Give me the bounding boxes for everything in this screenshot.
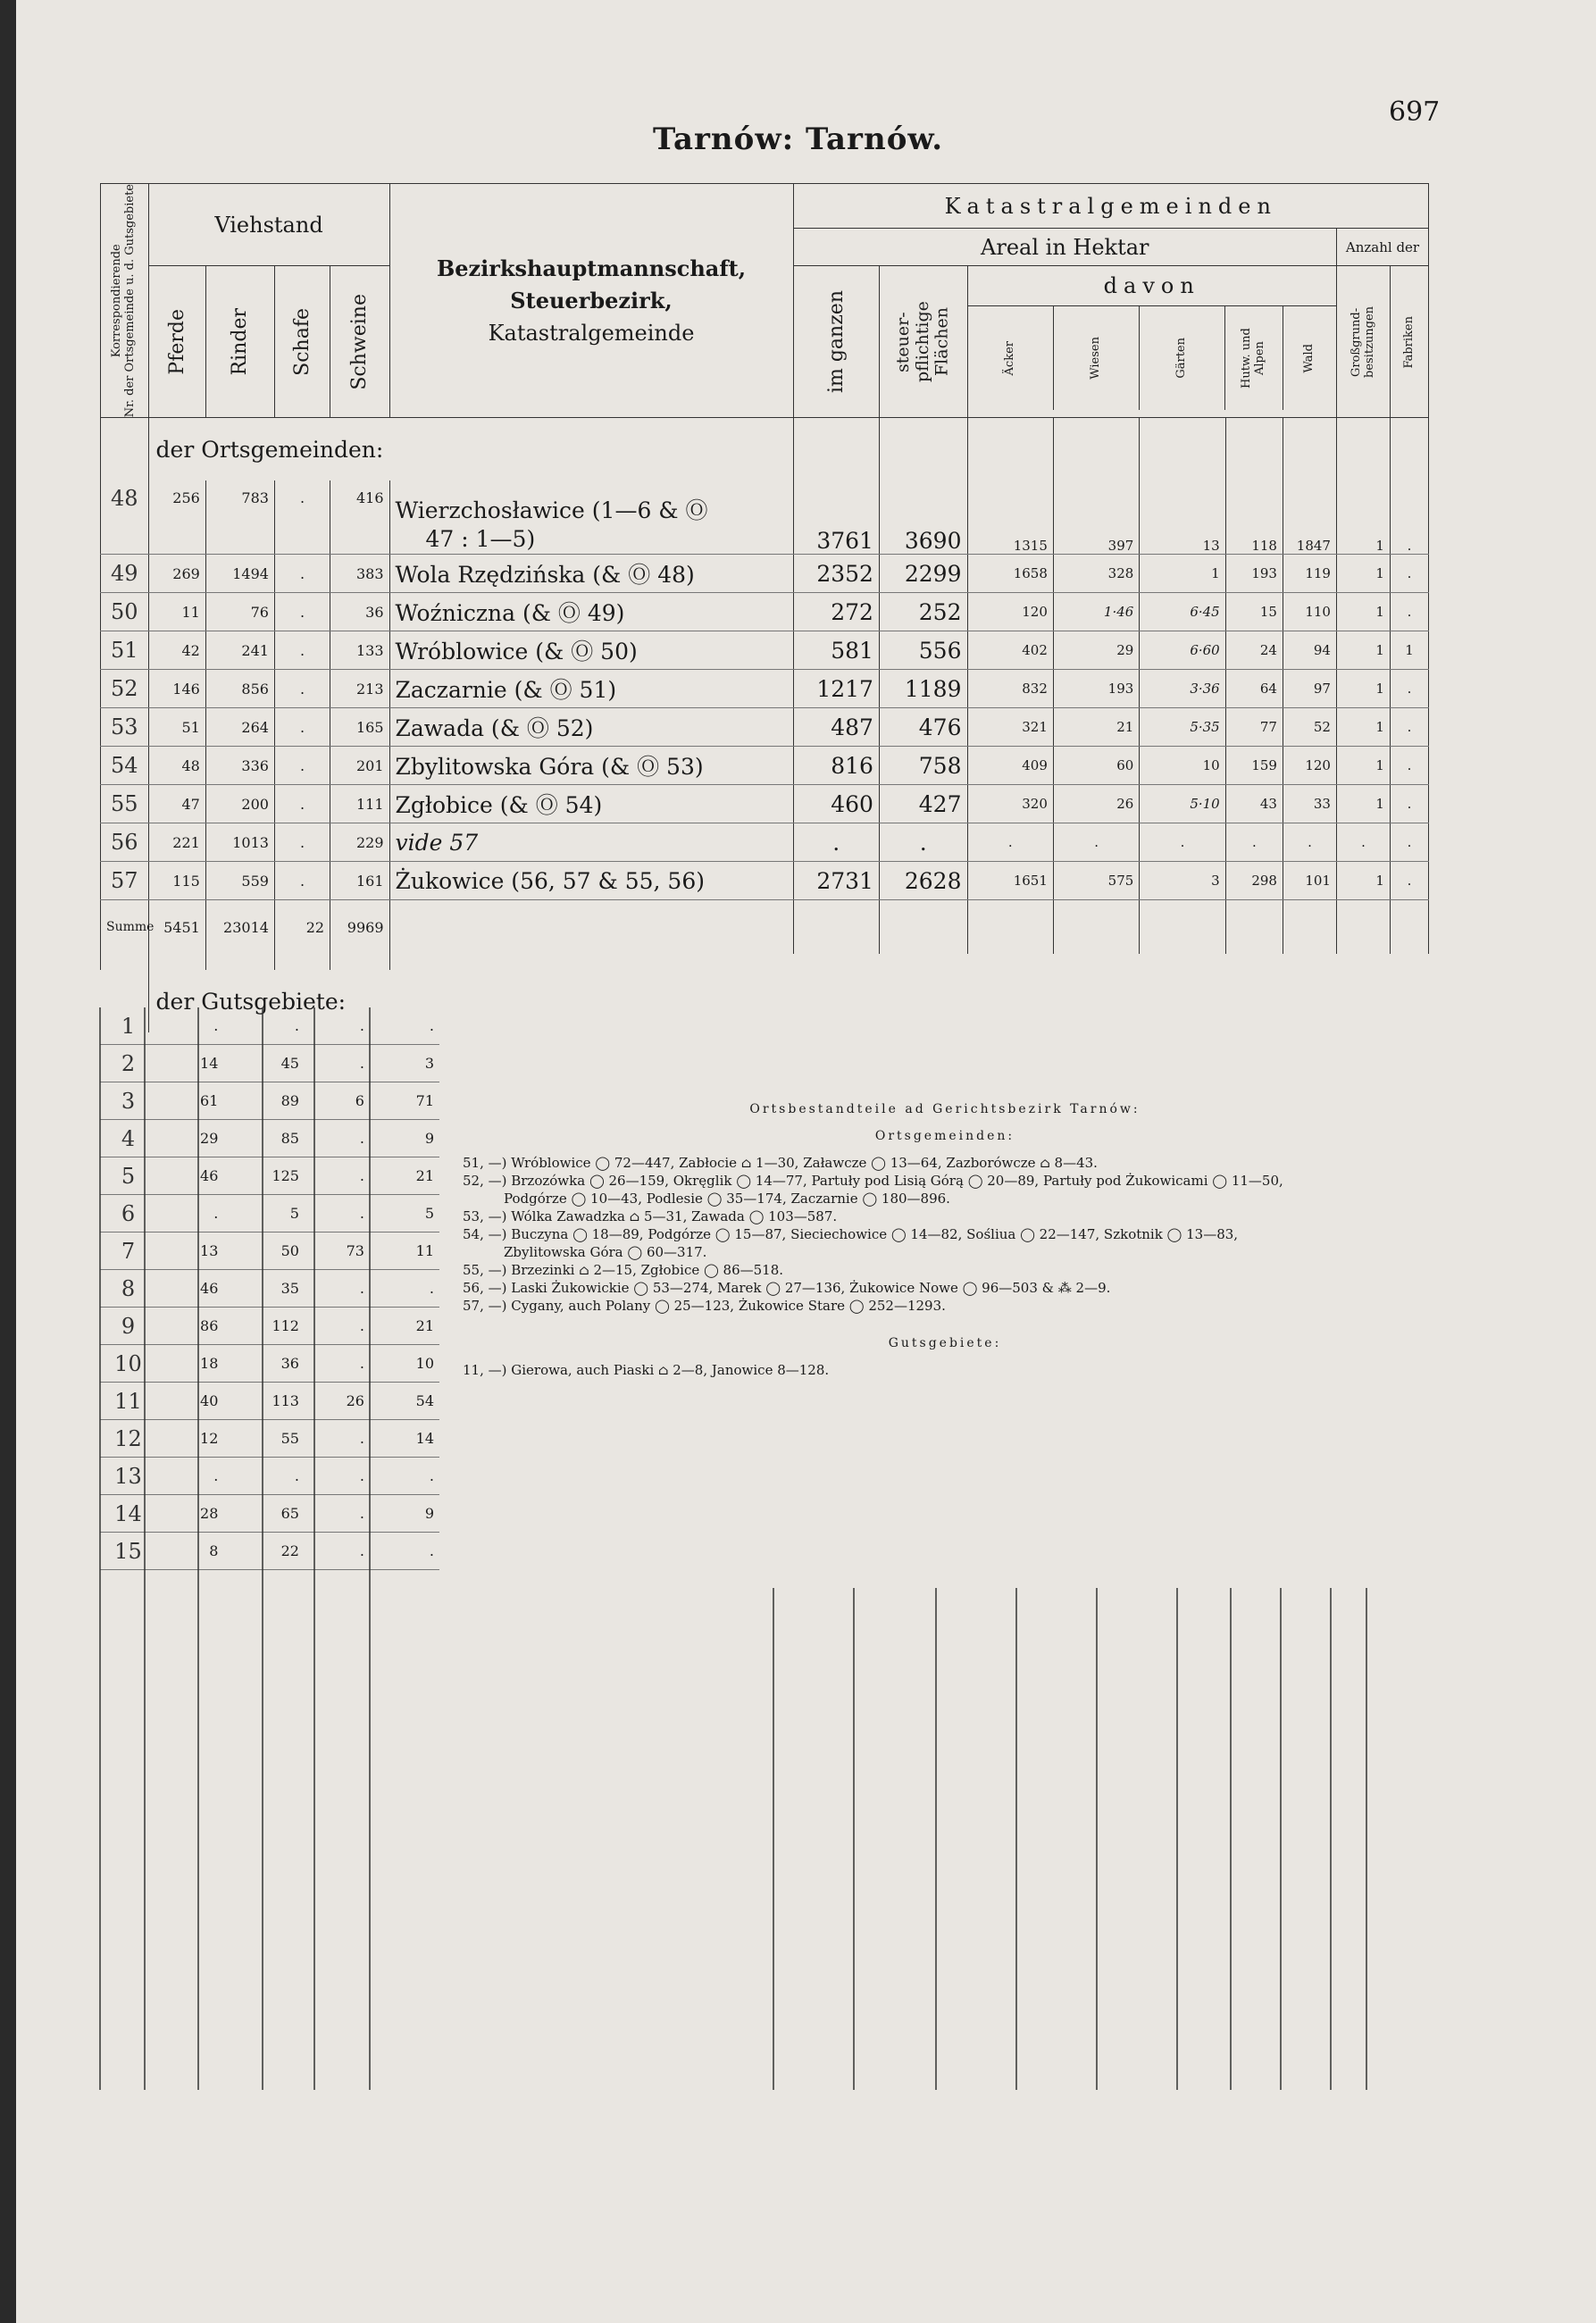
aecker-cell: 320 [967,785,1053,823]
gaerten-header: Gärten [1174,338,1189,380]
steuer-cell: 476 [879,708,967,747]
schweine-cell: 111 [330,785,389,823]
wiesen-cell: 21 [1053,708,1139,747]
schweine-cell: . [370,1533,439,1570]
rinder-cell: 36 [223,1345,305,1383]
gut-table-row [100,1345,439,1383]
pferde-cell: 28 [156,1495,223,1533]
name-cell: Wróblowice (& Ⓞ 50) [389,631,793,670]
aecker-header: Äcker [1002,341,1016,376]
aecker-cell: 1315 [967,480,1053,555]
schweine-cell: . [370,1270,439,1308]
schweine-cell: . [370,1458,439,1495]
schafe-cell: . [274,670,330,708]
note-line: 56, —) Laski Żukowickie ◯ 53—274, Marek ◯ 27—136, Żukowice Nowe ◯ 96—503 & ⁂ 2—9. [463,1280,1111,1296]
schweine-cell: 416 [330,480,389,555]
hutw-cell: . [1225,823,1283,862]
gross-cell: 1 [1336,631,1390,670]
fabr-cell: . [1390,480,1428,555]
schafe-cell: . [305,1533,370,1570]
wiesen-cell: . [1053,823,1139,862]
steuer-cell: . [879,823,967,862]
wald-cell: 52 [1283,708,1336,747]
row-nr: 8 [100,1270,156,1308]
row-nr: 3 [100,1082,156,1120]
fabr-cell: . [1390,670,1428,708]
gross-cell: 1 [1336,785,1390,823]
nr-header: Korrespondierende Nr. der Ortsgemeinde u. d. Gutsgebiete [101,184,149,418]
note-line: 57, —) Cygany, auch Polany ◯ 25—123, Żukowice Stare ◯ 252—1293. [463,1298,946,1314]
rinder-cell: 45 [223,1045,305,1082]
rinder-cell: 35 [223,1270,305,1308]
note-line: 53, —) Wólka Zawadzka ⌂ 5—31, Zawada ◯ 103—587. [463,1208,838,1224]
section-ortsgemeinden: der Ortsgemeinden: [148,418,793,481]
schweine-cell: 201 [330,747,389,785]
wiesen-cell: 29 [1053,631,1139,670]
hutw-cell: 159 [1225,747,1283,785]
aecker-cell: 409 [967,747,1053,785]
summe-pferde: 5451 [148,900,205,955]
steuer-header: steuer-pflichtige Flächen [879,266,967,418]
rinder-cell: 65 [223,1495,305,1533]
hutw-cell: 298 [1225,862,1283,900]
rinder-cell: 1494 [205,555,274,593]
ganz-cell: 487 [793,708,879,747]
aecker-cell: 1658 [967,555,1053,593]
row-nr: 9 [100,1308,156,1345]
gut-table-row [100,1082,439,1120]
pferde-cell: 47 [148,785,205,823]
pferde-cell: 269 [148,555,205,593]
row-nr: 14 [100,1495,156,1533]
row-nr: 12 [100,1420,156,1458]
pferde-cell: 256 [148,480,205,555]
gross-cell: 1 [1336,862,1390,900]
summe-schafe: 22 [274,900,330,955]
gut-table-row [100,1233,439,1270]
rinder-cell: 22 [223,1533,305,1570]
rinder-cell: . [223,1458,305,1495]
wald-cell: 101 [1283,862,1336,900]
row-nr: 1 [100,1007,156,1045]
wiesen-cell: 397 [1053,480,1139,555]
schafe-cell: . [305,1495,370,1533]
rinder-cell: 1013 [205,823,274,862]
davon-header: davon [968,266,1336,306]
rinder-cell: 264 [205,708,274,747]
gutsgebiete-table [100,1007,439,1570]
row-nr: 50 [101,593,149,631]
gaerten-cell: 5·10 [1140,785,1225,823]
wald-cell: 1847 [1283,480,1336,555]
gross-cell: 1 [1336,555,1390,593]
steuer-cell: 3690 [879,480,967,555]
row-nr: 15 [100,1533,156,1570]
aecker-cell: 402 [967,631,1053,670]
name-cell: Woźniczna (& Ⓞ 49) [389,593,793,631]
row-nr: 52 [101,670,149,708]
pferde-cell: 115 [148,862,205,900]
wald-cell: 120 [1283,747,1336,785]
rinder-cell: 200 [205,785,274,823]
note-line: 51, —) Wróblowice ◯ 72—447, Zabłocie ⌂ 1—30, Załawcze ◯ 13—64, Zazborówcze ⌂ 8—43. [463,1155,1098,1171]
row-nr: 54 [101,747,149,785]
schafe-cell: . [274,631,330,670]
rinder-cell: 336 [205,747,274,785]
schweine-cell: 9 [370,1120,439,1157]
pferde-cell: 48 [148,747,205,785]
gut-table-row [100,1420,439,1458]
steuer-cell: 2299 [879,555,967,593]
gut-table-row [100,1157,439,1195]
fabr-cell: 1 [1390,631,1428,670]
hutw-header: Hutw. und Alpen [1240,328,1266,389]
schafe-cell: 6 [305,1082,370,1120]
schweine-cell: 3 [370,1045,439,1082]
schweine-cell: 133 [330,631,389,670]
aecker-cell: 321 [967,708,1053,747]
note-line: 54, —) Buczyna ◯ 18—89, Podgórze ◯ 15—87, Sieciechowice ◯ 14—82, Sośliua ◯ 22—147, Szkotnik ◯ 13—83, [463,1226,1239,1242]
viehstand-header: Viehstand [148,184,389,266]
schafe-cell: . [274,593,330,631]
steuer-cell: 758 [879,747,967,785]
note-line: 55, —) Brzezinki ⌂ 2—15, Zgłobice ◯ 86—518. [463,1262,784,1278]
notes-subtitle-gutsgebiete: Gutsgebiete: [888,1336,1002,1350]
rinder-cell: 5 [223,1195,305,1233]
summe-label: Summe [101,900,149,955]
table-row [101,862,1429,900]
rinder-cell: . [223,1007,305,1045]
pferde-cell: 29 [156,1120,223,1157]
gaerten-cell: 3·36 [1140,670,1225,708]
schafe-cell: . [274,785,330,823]
rinder-cell: 559 [205,862,274,900]
hutw-cell: 77 [1225,708,1283,747]
row-nr: 6 [100,1195,156,1233]
hutw-cell: 118 [1225,480,1283,555]
note-line: Zbylitowska Góra ◯ 60—317. [504,1244,707,1260]
schafe-cell: . [274,480,330,555]
rinder-cell: 241 [205,631,274,670]
gross-cell: 1 [1336,480,1390,555]
name-cell: Wola Rzędzińska (& Ⓞ 48) [389,555,793,593]
section-gutsgebiete: der Gutsgebiete: [155,988,347,1015]
notes-subtitle-ortsgemeinden: Ortsgemeinden: [874,1129,1015,1143]
table-row [101,785,1429,823]
gut-table-row [100,1270,439,1308]
fabr-cell: . [1390,593,1428,631]
schafe-cell: 73 [305,1233,370,1270]
table-row [101,670,1429,708]
schafe-cell: . [305,1157,370,1195]
notes-title: Ortsbestandteile ad Gerichtsbezirk Tarnów: [749,1102,1141,1116]
schafe-cell: . [305,1420,370,1458]
schafe-cell: . [274,862,330,900]
davon-group [967,266,1336,418]
schweine-cell: . [370,1007,439,1045]
fabr-cell: . [1390,862,1428,900]
gut-table-row [100,1007,439,1045]
wiesen-cell: 575 [1053,862,1139,900]
notes [463,1097,1427,1379]
name-header: Bezirkshauptmannschaft, Steuerbezirk, Katastralgemeinde [389,184,793,418]
rinder-cell: 125 [223,1157,305,1195]
name-cell: Zbylitowska Góra (& Ⓞ 53) [389,747,793,785]
pferde-cell: . [156,1195,223,1233]
row-nr: 53 [101,708,149,747]
row-nr: 2 [100,1045,156,1082]
schweine-cell: 21 [370,1157,439,1195]
schweine-cell: 383 [330,555,389,593]
table-row [101,747,1429,785]
schweine-cell: 5 [370,1195,439,1233]
page-title: Tarnów: Tarnów. [652,121,944,157]
steuer-cell: 556 [879,631,967,670]
anzahl-header: Anzahl der [1336,229,1428,266]
schafe-cell: . [305,1458,370,1495]
schafe-cell: . [305,1308,370,1345]
hutw-cell: 15 [1225,593,1283,631]
hutw-cell: 43 [1225,785,1283,823]
ganz-cell: 1217 [793,670,879,708]
schafe-cell: . [305,1345,370,1383]
rinder-cell: 113 [223,1383,305,1420]
table-row [101,823,1429,862]
rinder-header: Rinder [205,266,274,418]
pferde-cell: 146 [148,670,205,708]
gut-table-row [100,1533,439,1570]
gaerten-cell: 6·45 [1140,593,1225,631]
aecker-cell: 120 [967,593,1053,631]
pferde-cell: 61 [156,1082,223,1120]
steuer-cell: 1189 [879,670,967,708]
pferde-cell: 42 [148,631,205,670]
table-row [101,480,1429,555]
row-nr: 51 [101,631,149,670]
fabr-cell: . [1390,823,1428,862]
row-nr: 56 [101,823,149,862]
im-ganzen-header: im ganzen [793,266,879,418]
row-nr: 10 [100,1345,156,1383]
row-nr: 4 [100,1120,156,1157]
row-nr: 7 [100,1233,156,1270]
ganz-cell: 2731 [793,862,879,900]
gaerten-cell: 10 [1140,747,1225,785]
wald-cell: 119 [1283,555,1336,593]
schweine-cell: 11 [370,1233,439,1270]
gaerten-cell: 3 [1140,862,1225,900]
wiesen-cell: 328 [1053,555,1139,593]
name-cell: vide 57 [389,823,793,862]
schafe-cell: . [274,747,330,785]
schweine-cell: 161 [330,862,389,900]
aecker-cell: 1651 [967,862,1053,900]
schweine-cell: 36 [330,593,389,631]
steuer-cell: 252 [879,593,967,631]
rinder-cell: 85 [223,1120,305,1157]
wald-header: Wald [1301,344,1316,373]
name-cell: Żukowice (56, 57 & 55, 56) [389,862,793,900]
schweine-cell: 229 [330,823,389,862]
fabriken-header: Fabriken [1390,266,1428,418]
steuer-cell: 427 [879,785,967,823]
pferde-cell: . [156,1458,223,1495]
schweine-header: Schweine [330,266,389,418]
gaerten-cell: 5·35 [1140,708,1225,747]
row-nr: 55 [101,785,149,823]
wald-cell: 94 [1283,631,1336,670]
rinder-cell: 856 [205,670,274,708]
note-line: 11, —) Gierowa, auch Piaski ⌂ 2—8, Janowice 8—128. [463,1362,830,1378]
aecker-cell: 832 [967,670,1053,708]
areal-header: Areal in Hektar [793,229,1336,266]
page-number: 697 [1389,96,1441,128]
wiesen-cell: 26 [1053,785,1139,823]
pferde-cell: 40 [156,1383,223,1420]
schafe-cell: . [274,555,330,593]
fabr-cell: . [1390,555,1428,593]
gut-table-row [100,1195,439,1233]
table-row [101,708,1429,747]
schafe-cell: . [274,823,330,862]
aecker-cell: . [967,823,1053,862]
name-cell: Zgłobice (& Ⓞ 54) [389,785,793,823]
pferde-cell: 13 [156,1233,223,1270]
note-line: Podgórze ◯ 10—43, Podlesie ◯ 35—174, Zaczarnie ◯ 180—896. [504,1191,950,1207]
schweine-cell: 10 [370,1345,439,1383]
rinder-cell: 89 [223,1082,305,1120]
steuer-cell: 2628 [879,862,967,900]
schweine-cell: 9 [370,1495,439,1533]
ganz-cell: . [793,823,879,862]
gaerten-cell: 1 [1140,555,1225,593]
wiesen-header: Wiesen [1088,337,1102,380]
pferde-cell: 51 [148,708,205,747]
schafe-header: Schafe [274,266,330,418]
row-nr: 48 [101,480,149,555]
rinder-cell: 783 [205,480,274,555]
rinder-cell: 112 [223,1308,305,1345]
gut-table-row [100,1045,439,1082]
wald-cell: 97 [1283,670,1336,708]
table-row [101,593,1429,631]
wald-cell: . [1283,823,1336,862]
row-nr: 5 [100,1157,156,1195]
fabr-cell: . [1390,708,1428,747]
pferde-cell: 221 [148,823,205,862]
hutw-cell: 24 [1225,631,1283,670]
schafe-cell: . [305,1045,370,1082]
name-cell: Zawada (& Ⓞ 52) [389,708,793,747]
wiesen-cell: 60 [1053,747,1139,785]
wiesen-cell: 1·46 [1053,593,1139,631]
pferde-cell: 8 [156,1533,223,1570]
schweine-cell: 14 [370,1420,439,1458]
gross-cell: . [1336,823,1390,862]
schafe-cell: . [305,1270,370,1308]
schafe-cell: . [305,1007,370,1045]
pferde-cell: 46 [156,1157,223,1195]
pferde-cell: 12 [156,1420,223,1458]
hutw-cell: 64 [1225,670,1283,708]
fabr-cell: . [1390,747,1428,785]
pferde-cell: . [156,1007,223,1045]
hutw-cell: 193 [1225,555,1283,593]
gut-table-row [100,1383,439,1420]
pferde-cell: 46 [156,1270,223,1308]
schweine-cell: 71 [370,1082,439,1120]
scan-edge [0,0,16,2323]
name-cell: Wierzchosławice (1—6 & Ⓞ 47 : 1—5) [389,480,793,555]
name-cell: Zaczarnie (& Ⓞ 51) [389,670,793,708]
ganz-cell: 2352 [793,555,879,593]
gut-table-row [100,1308,439,1345]
schafe-cell: . [305,1195,370,1233]
table-row [101,631,1429,670]
ganz-cell: 460 [793,785,879,823]
statistics-table [100,183,1429,1032]
row-nr: 57 [101,862,149,900]
gaerten-cell: 13 [1140,480,1225,555]
katastral-header: Katastralgemeinden [793,184,1428,229]
gut-table-row [100,1495,439,1533]
gross-cell: 1 [1336,747,1390,785]
pferde-cell: 11 [148,593,205,631]
summe-schweine: 9969 [330,900,389,955]
schafe-cell: . [305,1120,370,1157]
row-nr: 13 [100,1458,156,1495]
gross-cell: 1 [1336,593,1390,631]
schweine-cell: 54 [370,1383,439,1420]
ganz-cell: 3761 [793,480,879,555]
row-nr: 49 [101,555,149,593]
pferde-cell: 18 [156,1345,223,1383]
note-line: 52, —) Brzozówka ◯ 26—159, Okręglik ◯ 14—77, Partuły pod Lisią Górą ◯ 20—89, Partuły pod Żukowicami ◯ 11—50, [463,1173,1283,1189]
gross-cell: 1 [1336,670,1390,708]
ganz-cell: 816 [793,747,879,785]
schafe-cell: 26 [305,1383,370,1420]
schweine-cell: 21 [370,1308,439,1345]
schweine-cell: 213 [330,670,389,708]
schweine-cell: 165 [330,708,389,747]
pferde-cell: 14 [156,1045,223,1082]
ganz-cell: 272 [793,593,879,631]
ganz-cell: 581 [793,631,879,670]
gaerten-cell: . [1140,823,1225,862]
gaerten-cell: 6·60 [1140,631,1225,670]
rinder-cell: 76 [205,593,274,631]
gross-header: Großgrund-besitzungen [1336,266,1390,418]
pferde-header: Pferde [148,266,205,418]
gut-table-row [100,1120,439,1157]
wiesen-cell: 193 [1053,670,1139,708]
gross-cell: 1 [1336,708,1390,747]
gut-table-row [100,1458,439,1495]
fabr-cell: . [1390,785,1428,823]
summe-rinder: 23014 [205,900,274,955]
schafe-cell: . [274,708,330,747]
wald-cell: 110 [1283,593,1336,631]
rinder-cell: 50 [223,1233,305,1270]
pferde-cell: 86 [156,1308,223,1345]
table-row [101,555,1429,593]
wald-cell: 33 [1283,785,1336,823]
row-nr: 11 [100,1383,156,1420]
rinder-cell: 55 [223,1420,305,1458]
